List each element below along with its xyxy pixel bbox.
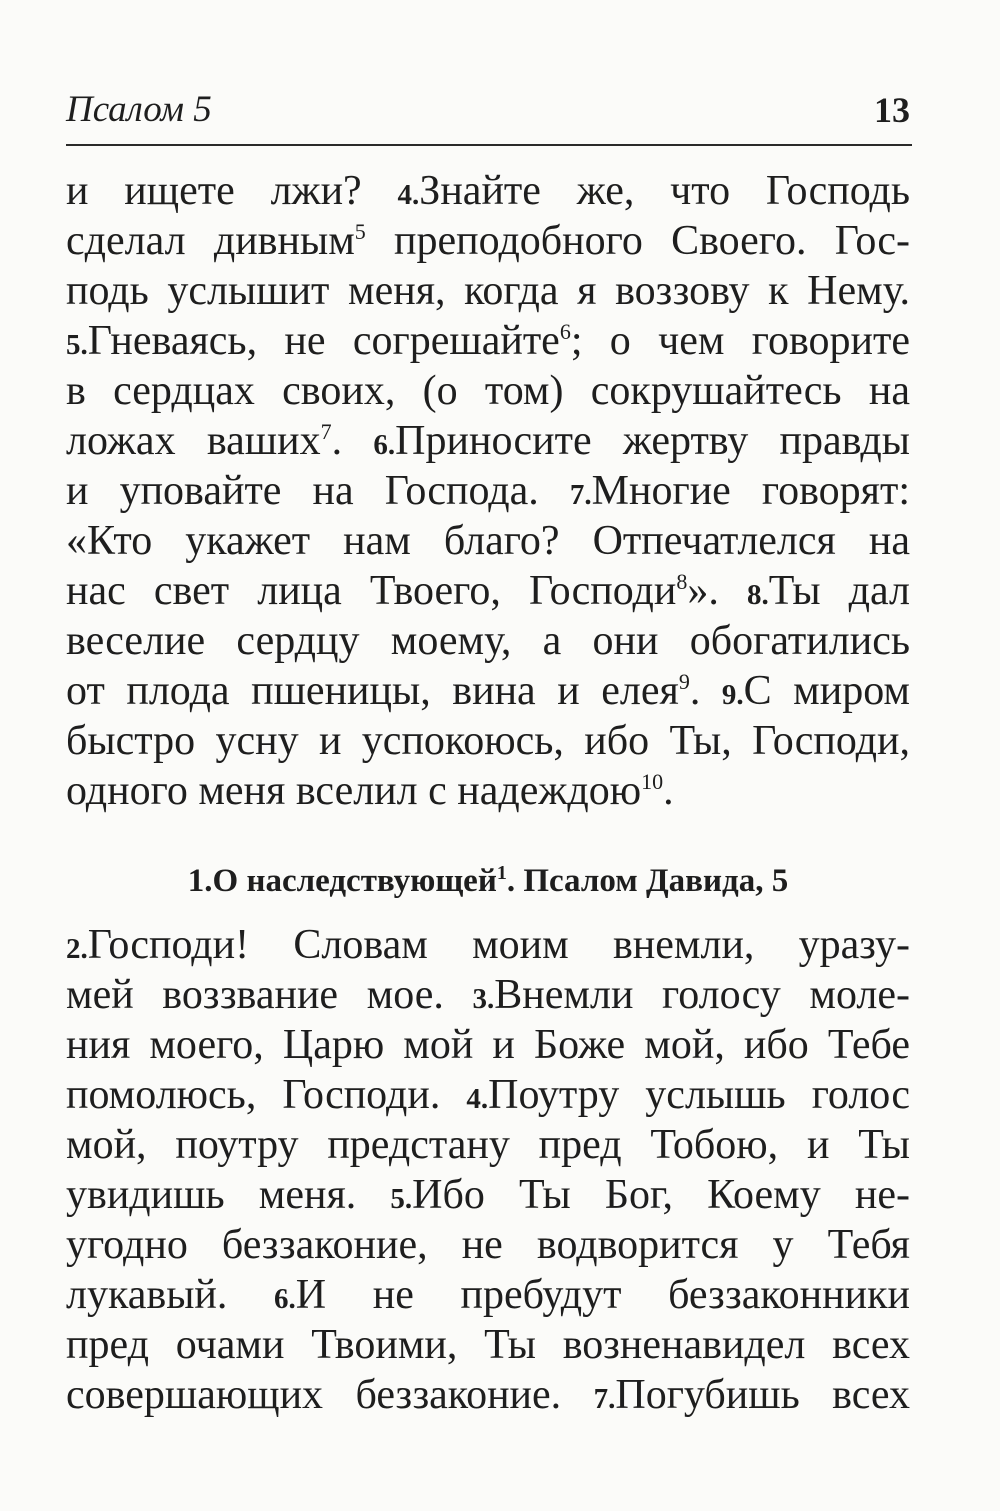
verse-number: 6. xyxy=(373,429,396,461)
footnote-marker: 9 xyxy=(678,669,690,694)
text-run: ; о чем говорите xyxy=(570,318,910,364)
footnote-marker: 8 xyxy=(676,569,688,594)
text-line xyxy=(66,516,910,566)
text-run: преподобного Своего. Гос- xyxy=(365,218,910,264)
footnote-marker: 1 xyxy=(496,862,507,884)
text-line xyxy=(66,366,910,416)
text-run: быстро усну и успокоюсь, ибо Ты, Господи, xyxy=(66,718,910,764)
verse-number: 2. xyxy=(66,933,88,965)
text-line xyxy=(66,166,910,216)
text-run: Ибо Ты Бог, Коему не- xyxy=(412,1172,910,1218)
verse-number: 3. xyxy=(472,983,495,1015)
page-number: 13 xyxy=(874,90,910,130)
text-run: одного меня вселил с надеждою xyxy=(66,768,642,814)
text-run: веселие сердцу моему, а они обогатились xyxy=(66,618,910,664)
text-run: . xyxy=(331,418,374,464)
text-line xyxy=(66,1070,910,1120)
text-run: и уповайте на Господа. xyxy=(66,468,570,514)
footnote-marker: 6 xyxy=(559,319,571,344)
text-run: угодно беззаконие, не водворится у Тебя xyxy=(66,1222,910,1268)
text-run: Господи! Словам моим внемли, уразу- xyxy=(87,922,910,968)
footnote-marker: 7 xyxy=(320,419,332,444)
text-run: С миром xyxy=(743,668,910,714)
text-run: мей воззвание мое. xyxy=(66,972,473,1018)
text-run: И не пребудут беззаконники xyxy=(295,1272,910,1318)
text-run: подь услышит меня, когда я воззову к Нему. xyxy=(66,268,910,314)
text-run: . xyxy=(663,768,674,814)
text-run: 1.О наследствующей xyxy=(187,863,497,899)
text-run: увидишь меня. xyxy=(66,1172,391,1218)
text-run: Приносите жертву правды xyxy=(395,418,910,464)
text-line xyxy=(66,766,910,816)
text-run: помолюсь, Господи. xyxy=(66,1072,467,1118)
text-run: лукавый. xyxy=(66,1272,275,1318)
verse-number: 9. xyxy=(721,679,744,711)
text-line xyxy=(66,266,910,316)
text-run: пред очами Твоими, Ты возненавидел всех xyxy=(66,1322,910,1368)
text-line xyxy=(66,1270,910,1320)
text-run: Внемли голосу моле- xyxy=(494,972,910,1018)
text-line xyxy=(66,1120,910,1170)
header-rule xyxy=(66,144,912,146)
text-run: Многие говорят: xyxy=(591,468,910,514)
text-run: Знайте же, что Господь xyxy=(419,168,910,214)
text-line xyxy=(66,566,910,616)
running-head-title: Псалом 5 xyxy=(66,89,212,130)
text-run: ния моего, Царю мой и Боже мой, ибо Тебе xyxy=(66,1022,910,1068)
text-run: . Псалом Давида, 5 xyxy=(506,863,789,899)
verse-number: 8. xyxy=(747,579,769,611)
text-run: Гневаясь, не согрешайте xyxy=(87,318,560,364)
text-line xyxy=(66,1320,910,1370)
text-run: . xyxy=(689,668,722,714)
verse-number: 6. xyxy=(274,1283,296,1315)
verse-number: 4. xyxy=(397,179,420,211)
text-line xyxy=(66,466,910,516)
verse-number: 5. xyxy=(66,329,88,361)
text-run: нас свет лица Твоего, Господи xyxy=(66,568,677,614)
text-run: Ты дал xyxy=(768,568,910,614)
psalm-5-heading xyxy=(66,856,910,906)
text-run: ложах ваших xyxy=(66,418,321,464)
text-run: Погубишь всех xyxy=(615,1372,910,1418)
text-line xyxy=(66,1170,910,1220)
text-run: в сердцах своих, (о том) сокрушайтесь на xyxy=(66,368,910,414)
text-line xyxy=(66,970,910,1020)
verse-number: 4. xyxy=(466,1083,489,1115)
verse-number: 5. xyxy=(390,1183,413,1215)
text-line xyxy=(66,616,910,666)
text-line xyxy=(66,666,910,716)
text-line xyxy=(66,1220,910,1270)
text-line xyxy=(66,920,910,970)
verse-number: 7. xyxy=(593,1383,616,1415)
text-line xyxy=(66,716,910,766)
text-run: от плода пшеницы, вина и елея xyxy=(66,668,679,714)
footnote-marker: 5 xyxy=(354,219,366,244)
running-head xyxy=(66,86,910,138)
text-run: «Кто укажет нам благо? Отпечатлелся на xyxy=(66,518,910,564)
text-run: ». xyxy=(687,568,747,614)
text-run: Поутру услышь голос xyxy=(488,1072,910,1118)
text-run: сделал дивным xyxy=(66,218,355,264)
footnote-marker: 10 xyxy=(641,769,664,794)
text-run: мой, поутру предстану пред Тобою, и Ты xyxy=(66,1122,910,1168)
text-run: совершающих беззаконие. xyxy=(66,1372,594,1418)
text-line xyxy=(66,416,910,466)
verse-number: 7. xyxy=(569,479,592,511)
text-run: и ищете лжи? xyxy=(66,168,398,214)
text-line xyxy=(66,216,910,266)
text-line xyxy=(66,316,910,366)
text-line xyxy=(66,1020,910,1070)
text-line xyxy=(66,1370,910,1420)
